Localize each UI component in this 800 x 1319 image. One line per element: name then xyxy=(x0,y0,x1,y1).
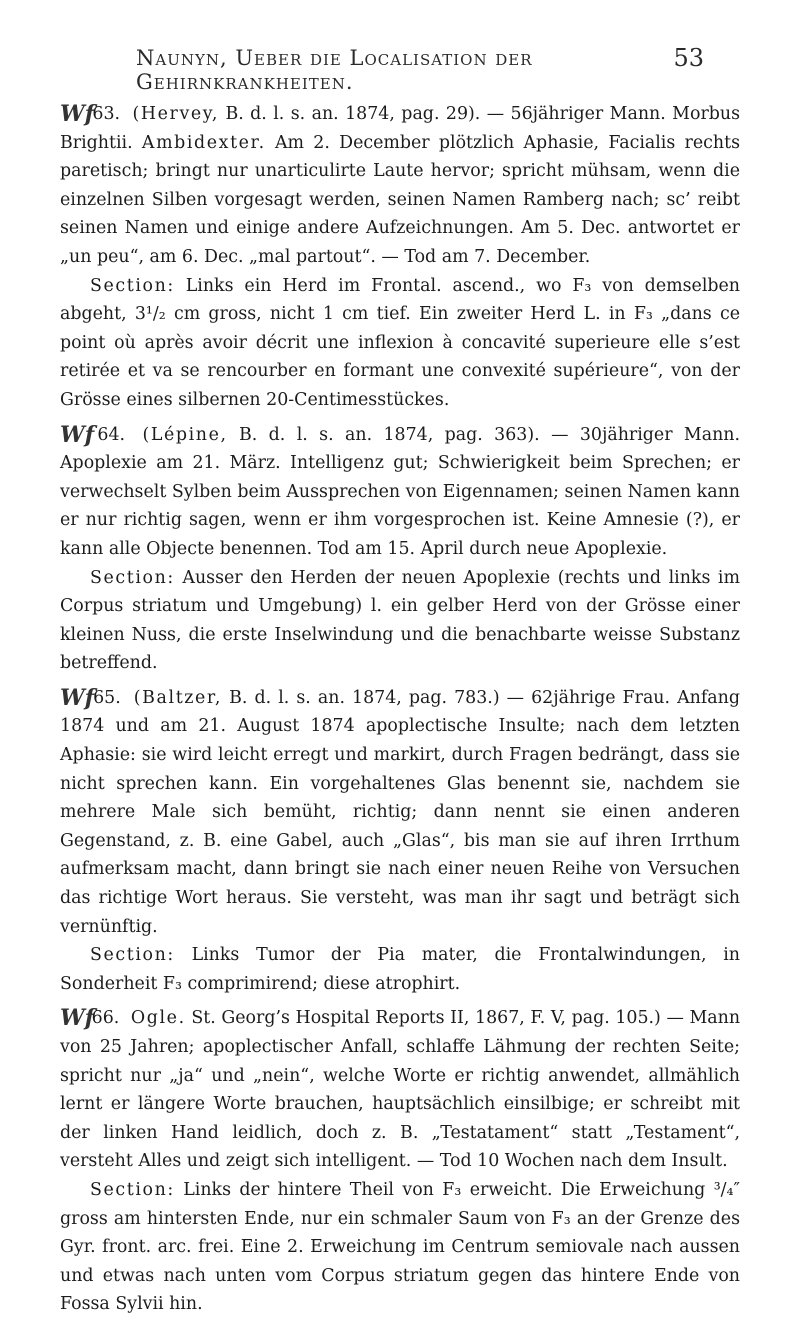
handwritten-mark: Wf xyxy=(60,1005,95,1032)
handwritten-mark: Wf xyxy=(60,684,95,711)
section-label: Section: xyxy=(90,275,175,296)
case-citation: B. d. l. s. an. 1874, pag. 29). — 56jähriger Mann. Morbus Brightii. xyxy=(60,104,741,153)
case-entry-64 xyxy=(60,421,740,564)
page-number: 53 xyxy=(673,44,704,72)
section-text: Links ein Herd im Frontal. ascend., wo F₃ von demselben abgeht, 3¹/₂ cm gross, nicht 1 cm tief. Ein zweiter Herd L. in F₃ „dans ce point où après avoir décrit une inflexion à concavité superieure elle s’est retirée et va se rencourber en formant une convexité supérieure“, von der Grösse eines silbernen 20-Centimesstückes. xyxy=(60,275,741,410)
section-paragraph-66 xyxy=(60,1176,740,1319)
case-ambidexter: Ambidexter. xyxy=(141,132,266,153)
case-citation: B. d. l. s. an. 1874, pag. 783.) — 62jährige Frau. Anfang 1874 und am 21. August 1874 apoplectische Insulte; nach dem letzten Aphasie: sie wird leicht erregt und markirt, durch Fragen bedrängt, dass sie nicht sprechen kann. Ein vorgehaltenes Glas benennt sie, nachdem sie mehrere Male sich bemüht, richtig; dann nennt sie einen anderen Gegenstand, z. B. eine Gabel, auch „Glas“, bis man sie auf ihren Irrthum aufmerksam macht, dann bringt sie nach einer neuen Reihe von Versuchen das richtige Wort heraus. Sie versteht, was man ihr sagt und beträgt sich vernünftig. xyxy=(60,687,740,937)
case-number: 65. xyxy=(93,687,121,708)
case-author: (Hervey, xyxy=(132,104,220,124)
handwritten-mark: Wf xyxy=(60,101,95,127)
section-text: Links Tumor der Pia mater, die Frontalwindungen, in Sonderheit F₃ comprimirend; diese atrophirt. xyxy=(60,945,741,994)
section-text: Links der hintere Theil von F₃ erweicht. Die Erweichung ³/₄″ gross am hintersten Ende, nur ein schmaler Saum von F₃ an der Grenze des Gyr. front. arc. frei. Eine 2. Erweichung im Centrum semiovale nach aussen und etwas nach unten vom Corpus striatum gegen das hintere Ende von Fossa Sylvii hin. xyxy=(60,1179,740,1315)
section-paragraph-64 xyxy=(60,564,740,678)
section-label: Section: xyxy=(90,1179,175,1200)
case-number: 64. xyxy=(97,424,126,445)
case-number: 63. xyxy=(92,104,121,124)
body-text xyxy=(60,100,740,1319)
case-citation: St. Georg’s Hospital Reports II, 1867, F. V, pag. 105.) — Mann von 25 Jahren; apoplectischer Anfall, schlaffe Lähmung der rechten Seite; spricht nur „ja“ und „nein“, welche Worte er richtig anwendet, allmählich lernt er längere Worte brauchen, hauptsächlich einsilbige; er schreibt mit der linken Hand leidlich, doch z. B. „Testatament“ statt „Testament“, versteht Alles und zeigt sich intelligent. — Tod 10 Wochen nach dem Insult. xyxy=(60,1008,741,1172)
handwritten-mark: Wf xyxy=(60,421,95,448)
case-number: 66. xyxy=(91,1008,120,1029)
running-title: Naunyn, Ueber die Localisation der Gehirnkrankheiten. xyxy=(136,46,533,94)
section-label: Section: xyxy=(90,567,175,588)
section-label: Section: xyxy=(90,945,175,966)
case-author: (Baltzer, xyxy=(133,687,223,708)
running-head xyxy=(96,42,704,94)
section-text: Ausser den Herden der neuen Apoplexie (rechts und links im Corpus striatum und Umgebung) l. ein gelber Herd von der Grösse einer kleinen Nuss, die erste Inselwindung und die benachbarte weisse Substanz betreffend. xyxy=(60,567,740,674)
case-entry-63 xyxy=(60,100,740,272)
section-paragraph-65 xyxy=(60,941,740,998)
case-history: Am 2. December plötzlich Aphasie, Facialis rechts paretisch; bringt nur unarticulirte Laute hervor; spricht mühsam, wenn die einzelnen Silben vorgesagt werden, seinen Namen Ramberg nach; sc’ reibt seinen Namen und einige andere Aufzeichnungen. Am 5. Dec. antwortet er „un peu“, am 6. Dec. „mal partout“. — Tod am 7. December. xyxy=(60,132,741,267)
case-author: (Lépine, xyxy=(142,424,228,445)
case-entry-66 xyxy=(60,1004,740,1176)
section-paragraph-63 xyxy=(60,272,740,415)
case-citation: B. d. l. s. an. 1874, pag. 363). — 30jähriger Mann. Apoplexie am 21. März. Intelligenz gut; Schwierigkeit beim Sprechen; er verwechselt Sylben beim Aussprechen von Eigennamen; seinen Namen kann er nur richtig sagen, wenn er ihm vorgesprochen ist. Keine Amnesie (?), er kann alle Objecte benennen. Tod am 15. April durch neue Apoplexie. xyxy=(60,424,741,559)
case-author: Ogle. xyxy=(130,1008,186,1029)
case-entry-65 xyxy=(60,684,740,941)
